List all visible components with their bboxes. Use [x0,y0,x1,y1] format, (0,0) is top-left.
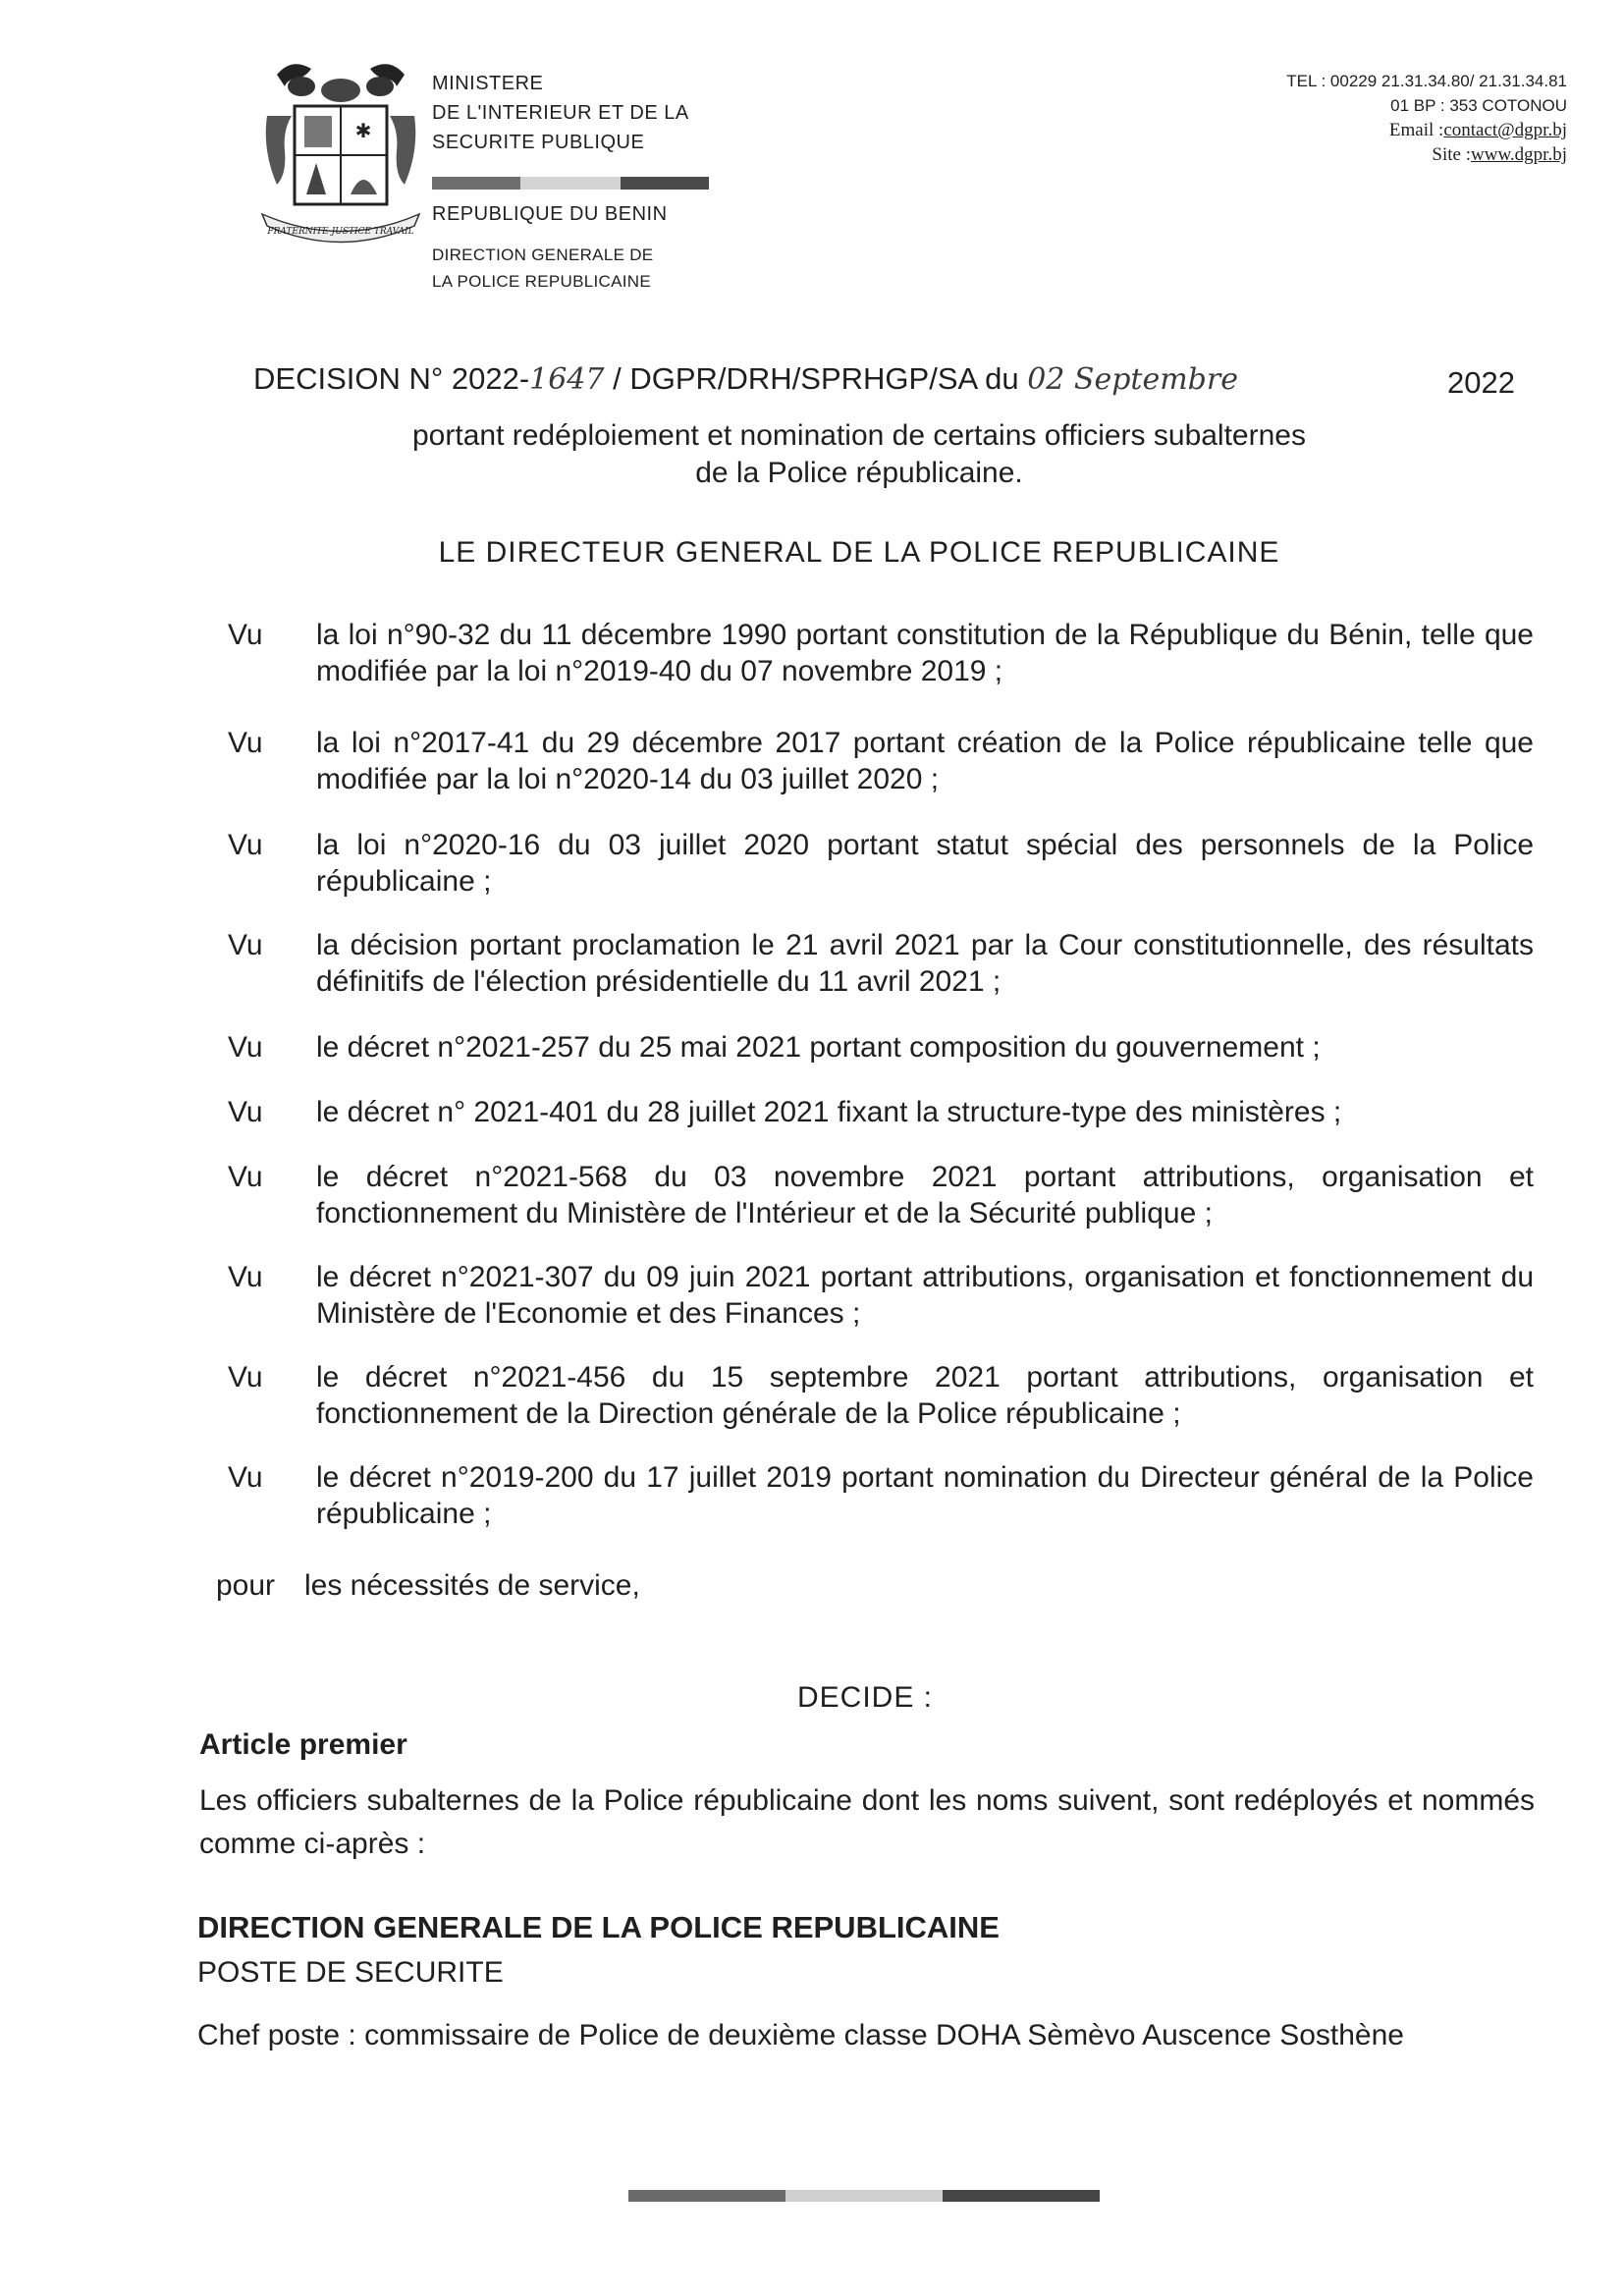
visa-label: Vu [228,1261,263,1293]
visa-text: le décret n° 2021-401 du 28 juillet 2021 fixant la structure-type des ministères ; [316,1096,1342,1128]
decision-number-handwritten: 1647 [529,362,605,397]
appointment-line: Chef poste : commissaire de Police de deuxième classe DOHA Sèmèvo Auscence Sosthène [197,2019,1404,2051]
section-subtitle: POSTE DE SECURITE [197,1956,504,1989]
visa-item [228,927,1534,1000]
visa-item [228,1359,1534,1432]
visa-item [228,1459,1534,1532]
emblem-motto: FRATERNITE JUSTICE TRAVAIL [267,227,414,237]
postal-box: 01 BP : 353 COTONOU [1390,96,1567,115]
visa-label: pour [216,1569,276,1602]
visa-item [228,827,1534,900]
footer-colors-bar [628,2190,1100,2202]
direction-name [432,242,653,295]
article-text: Les officiers subalternes de la Police républicaine dont les noms suivent, sont redéployés et nommés comme ci-après : [199,1784,1535,1860]
svg-text:✱: ✱ [354,119,372,142]
visa-text: la loi n°2020-16 du 03 juillet 2020 portant statut spécial des personnels de la Police républicaine ; [316,829,1534,898]
visa-text: le décret n°2021-568 du 03 novembre 2021 portant attributions, organisation et fonctionnement du Ministère de l'Intérieur et de la Sécurité publique ; [316,1161,1534,1230]
visa-item [228,1159,1534,1231]
article-title: Article premier [199,1728,407,1761]
visa-label: Vu [228,619,263,651]
visa-text: les nécessités de service, [304,1569,640,1602]
phone-number: TEL : 00229 21.31.34.80/ 21.31.34.81 [1286,72,1567,90]
visa-label: Vu [228,829,263,861]
visa-text: la loi n°90-32 du 11 décembre 1990 portant constitution de la République du Bénin, telle que modifiée par la loi n°2019-40 du 07 novembre 2019 ; [316,619,1534,687]
direction-line: LA POLICE REPUBLICAINE [432,272,651,291]
visa-item [228,1259,1534,1332]
visa-item [228,1094,1534,1130]
visa-item [228,725,1534,797]
visa-text: la décision portant proclamation le 21 avril 2021 par la Cour constitutionnelle, des résultats définitifs de l'élection présidentielle du 11 avril 2021 ; [316,929,1534,998]
visa-item [216,1567,1522,1604]
ministry-line: SECURITE PUBLIQUE [432,132,645,153]
visa-label: Vu [228,1461,263,1494]
visa-item [228,617,1534,689]
visa-label: Vu [228,1361,263,1394]
visa-label: Vu [228,1031,263,1064]
website-line [1286,142,1567,167]
visa-text: le décret n°2021-257 du 25 mai 2021 portant composition du gouvernement ; [316,1031,1321,1064]
visa-label: Vu [228,1096,263,1128]
visa-item [228,1029,1534,1066]
visa-text: le décret n°2021-456 du 15 septembre 2021 portant attributions, organisation et fonctionnement de la Direction générale de la Police républicaine ; [316,1361,1534,1430]
ministry-name [432,69,689,157]
contact-info [1286,69,1567,167]
benin-coat-of-arms-icon [257,57,424,244]
authority-heading: LE DIRECTEUR GENERAL DE LA POLICE REPUBLICAINE [438,536,1280,569]
email-line [1286,118,1567,142]
visa-text: le décret n°2021-307 du 09 juin 2021 portant attributions, organisation et fonctionnement du Ministère de l'Economie et des Finances ; [316,1261,1534,1330]
decision-reference [253,361,1238,397]
direction-line: DIRECTION GENERALE DE [432,246,654,264]
subject-line: de la Police républicaine. [695,457,1023,489]
decision-date-handwritten: 02 Septembre [1027,362,1238,397]
decision-year: 2022 [1447,365,1515,400]
decide-heading: DECIDE : [797,1681,934,1714]
ministry-line: MINISTERE [432,73,544,94]
email-link[interactable]: contact@dgpr.bj [1443,120,1567,140]
visa-text: la loi n°2017-41 du 29 décembre 2017 portant création de la Police républicaine telle que modifiée par la loi n°2020-14 du 03 juillet 2020 ; [316,727,1534,795]
visa-label: Vu [228,929,263,961]
country-name: REPUBLIQUE DU BENIN [432,203,668,225]
website-label: Site : [1432,144,1471,165]
decision-subject [295,417,1424,492]
visa-text: le décret n°2019-200 du 17 juillet 2019 portant nomination du Directeur général de la Police républicaine ; [316,1461,1534,1530]
decision-code: / DGPR/DRH/SPRHGP/SA du [604,361,1028,396]
website-link[interactable]: www.dgpr.bj [1471,144,1567,165]
decision-prefix: DECISION N° 2022- [253,361,530,396]
section-title: DIRECTION GENERALE DE LA POLICE REPUBLICAINE [197,1910,1000,1944]
coat-of-arms-emblem [257,57,424,244]
visa-label: Vu [228,727,263,759]
subject-line: portant redéploiement et nomination de certains officiers subalternes [412,419,1306,452]
ministry-line: DE L'INTERIEUR ET DE LA [432,102,689,124]
email-label: Email : [1388,120,1444,140]
visa-label: Vu [228,1161,263,1193]
national-colors-bar [432,177,709,190]
